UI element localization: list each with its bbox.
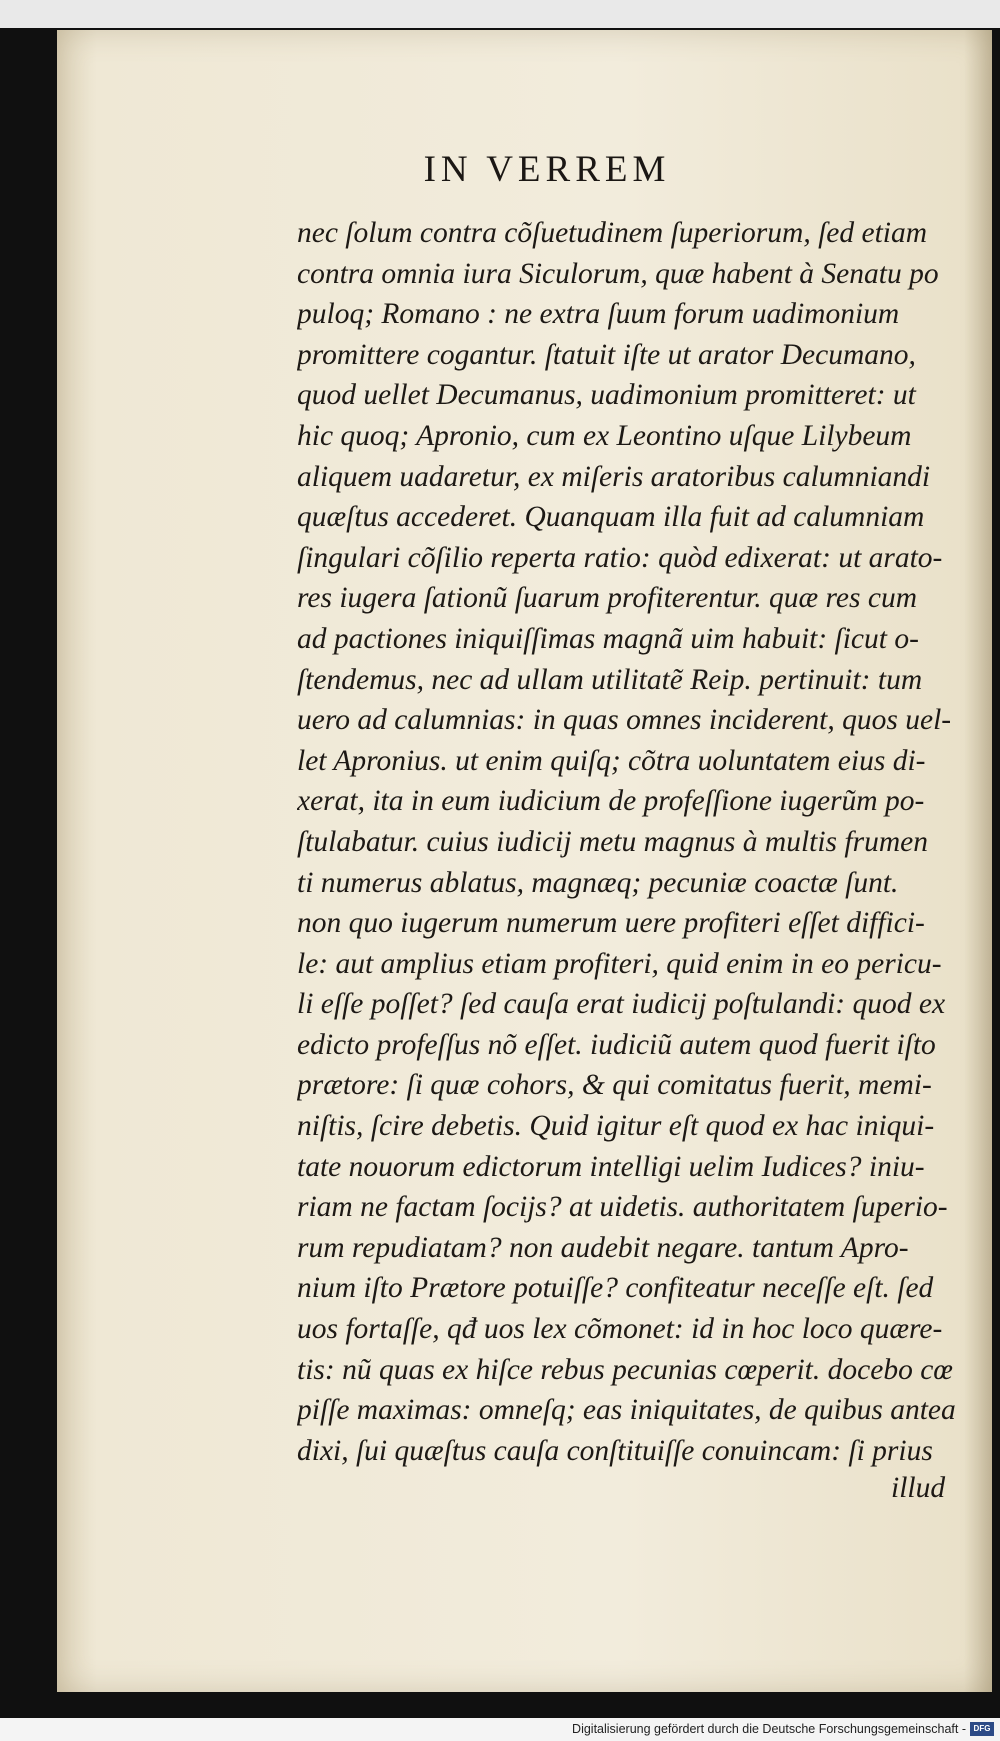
text-line: uero ad calumnias: in quas omnes inciderent, quos uel- [297, 704, 952, 737]
text-line: dixi, ſui quæſtus cauſa conſtituiſſe conuincam: ſi prius [297, 1434, 933, 1467]
text-line: ad pactiones iniquiſſimas magnã uim habuit: ſicut o- [297, 622, 919, 655]
text-line: edicto profeſſus nõ eſſet. iudiciũ autem quod fuerit iſto [297, 1028, 936, 1061]
text-line: tate nouorum edictorum intelligi uelim Iudices? iniu- [297, 1150, 925, 1183]
top-margin-strip [0, 0, 1000, 28]
digitization-credit: Digitalisierung gefördert durch die Deutsche Forschungsgemeinschaft - [572, 1722, 966, 1736]
text-line: quæſtus accederet. Quanquam illa fuit ad calumniam [297, 501, 925, 534]
footer-bar [0, 1718, 1000, 1741]
text-line: niſtis, ſcire debetis. Quid igitur eſt quod ex hac iniqui- [297, 1110, 935, 1143]
book-page [57, 30, 992, 1692]
catchword: illud [891, 1472, 946, 1504]
text-line: quod uellet Decumanus, uadimonium promitteret: ut [297, 379, 916, 412]
text-line: ti numerus ablatus, magnæq; pecuniæ coactæ ſunt. [297, 866, 899, 899]
text-line: aliquem uadaretur, ex miſeris aratoribus calumniandi [297, 460, 931, 493]
text-line: ſtulabatur. cuius iudicij metu magnus à multis frumen [297, 825, 928, 858]
text-line: hic quoq; Apronio, cum ex Leontino uſque Lilybeum [297, 419, 912, 452]
dfg-logo-icon: DFG [970, 1722, 994, 1736]
text-line: let Apronius. ut enim quiſq; cõtra uoluntatem eius di- [297, 744, 926, 777]
body-text [297, 213, 987, 1471]
text-line: rum repudiatam? non audebit negare. tantum Apro- [297, 1231, 909, 1264]
text-line: xerat, ita in eum iudicium de profeſſione iugerũm po- [297, 785, 925, 818]
text-line: uos fortaſſe, qđ uos lex cõmonet: id in hoc loco quære- [297, 1313, 943, 1346]
text-line: prætore: ſi quæ cohors, & qui comitatus fuerit, memi- [297, 1069, 932, 1102]
text-line: res iugera ſationũ ſuarum profiterentur. quæ res cum [297, 582, 918, 615]
text-line: contra omnia iura Siculorum, quæ habent à Senatu po [297, 257, 939, 290]
text-line: riam ne factam ſocijs? at uidetis. authoritatem ſuperio- [297, 1191, 948, 1224]
text-line: puloq; Romano : ne extra ſuum forum uadimonium [297, 298, 900, 331]
text-line: nec ſolum contra cõſuetudinem ſuperiorum, ſed etiam [297, 217, 928, 249]
text-line: le: aut amplius etiam profiteri, quid enim in eo pericu- [297, 947, 942, 980]
running-head: IN VERREM [423, 149, 671, 190]
text-line: non quo iugerum numerum uere profiteri eſſet diffici- [297, 907, 925, 940]
text-line: ſtendemus, nec ad ullam utilitatẽ Reip. pertinuit: tum [297, 663, 923, 696]
text-line: li eſſe poſſet? ſed cauſa erat iudicij poſtulandi: quod ex [297, 988, 946, 1021]
text-line: piſſe maximas: omneſq; eas iniquitates, de quibus antea [297, 1394, 956, 1427]
text-line: ſingulari cõſilio reperta ratio: quòd edixerat: ut arato- [297, 541, 943, 574]
text-line: nium iſto Prætore potuiſſe? confiteatur neceſſe eſt. ſed [297, 1272, 934, 1305]
text-line: tis: nũ quas ex hiſce rebus pecunias cœperit. docebo cœ [297, 1353, 953, 1386]
text-line: promittere cogantur. ſtatuit iſte ut arator Decumano, [297, 338, 916, 371]
